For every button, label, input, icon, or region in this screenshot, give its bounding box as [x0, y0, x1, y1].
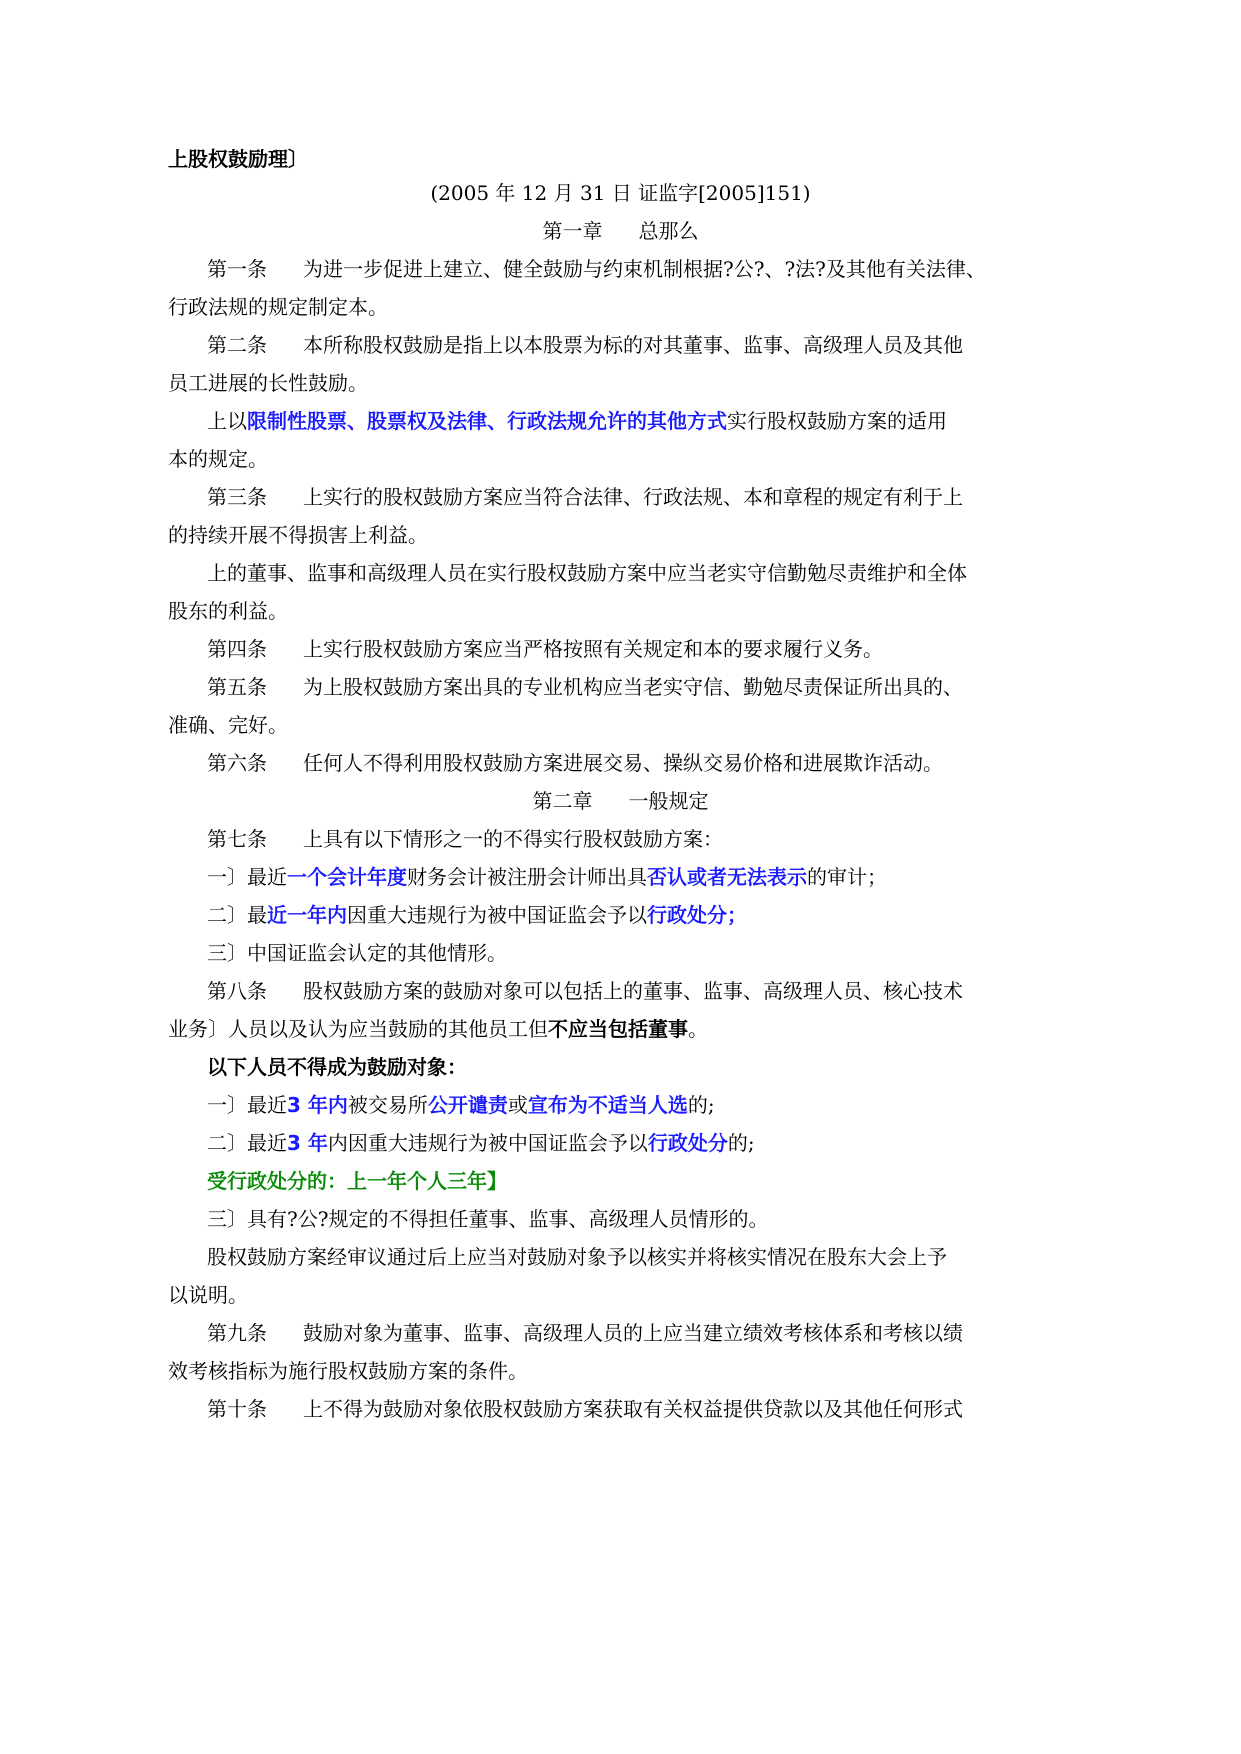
article-7-line-1: 第七条 上具有以下情形之一的不得实行股权鼓励方案： — [207, 827, 723, 851]
article-8-line-1: 第八条 股权鼓励方案的鼓励对象可以包括上的董事、监事、高级理人员、核心技术 — [207, 979, 963, 1003]
article-2-para-2-line-1: 上以限制性股票、股票权及法律、行政法规允许的其他方式实行股权鼓励方案的适用 — [207, 409, 947, 433]
highlight-text: 3 年 — [287, 1131, 328, 1155]
article-6-line-1: 第六条 任何人不得利用股权鼓励方案进展交易、操纵交易价格和进展欺诈活动。 — [207, 751, 943, 775]
article-3-line-2: 的持续开展不得损害上利益。 — [168, 523, 428, 547]
highlight-text: 限制性股票、股票权及法律、行政法规允许的其他方式 — [247, 409, 727, 433]
highlight-text: 行政处分； — [647, 903, 747, 927]
article-2-line-1: 第二条 本所称股权鼓励是指上以本股票为标的对其董事、监事、高级理人员及其他 — [207, 333, 963, 357]
article-8-line-2: 业务〕人员以及认为应当鼓励的其他员工但不应当包括董事。 — [168, 1017, 708, 1041]
highlight-text: 否认或者无法表示 — [647, 865, 807, 889]
article-3-para-2-line-1: 上的董事、监事和高级理人员在实行股权鼓励方案中应当老实守信勤勉尽责维护和全体 — [207, 561, 967, 585]
article-4-line-1: 第四条 上实行股权鼓励方案应当严格按照有关规定和本的要求履行义务。 — [207, 637, 883, 661]
highlight-text: 行政处分 — [647, 1131, 728, 1155]
highlight-text: 一个会计年度 — [287, 865, 407, 889]
article-1-line-1: 第一条 为进一步促进上建立、健全鼓励与约束机制根据?公?、?法?及其他有关法律、 — [207, 257, 986, 281]
article-7-item-3: 三〕中国证监会认定的其他情形。 — [207, 941, 507, 965]
chapter-1-heading: 第一章 总那么 — [542, 219, 699, 243]
article-8-item-3: 三〕具有?公?规定的不得担任董事、监事、高级理人员情形的。 — [207, 1207, 769, 1231]
document-subtitle: (2005 年 12 月 31 日 证监字[2005]151) — [430, 181, 811, 205]
highlight-text: 3 年内 — [287, 1093, 348, 1117]
article-2-para-2-line-2: 本的规定。 — [168, 447, 268, 471]
article-7-item-1: 一〕最近一个会计年度财务会计被注册会计师出具否认或者无法表示的审计； — [207, 865, 887, 889]
highlight-text: 宣布为不适当人选 — [527, 1093, 688, 1117]
document-title: 上股权鼓励理〕 — [168, 147, 308, 171]
article-5-line-2: 准确、完好。 — [168, 713, 288, 737]
article-3-line-1: 第三条 上实行的股权鼓励方案应当符合法律、行政法规、本和章程的规定有利于上 — [207, 485, 963, 509]
article-1-line-2: 行政法规的规定制定本。 — [168, 295, 388, 319]
article-9-line-2: 效考核指标为施行股权鼓励方案的条件。 — [168, 1359, 528, 1383]
article-8-item-2: 二〕最近3 年内因重大违规行为被中国证监会予以行政处分的; — [207, 1131, 755, 1155]
article-2-line-2: 员工进展的长性鼓励。 — [168, 371, 368, 395]
article-8-subheading: 以下人员不得成为鼓励对象： — [207, 1055, 467, 1079]
article-9-line-1: 第九条 鼓励对象为董事、监事、高级理人员的上应当建立绩效考核体系和考核以绩 — [207, 1321, 963, 1345]
article-8-item-1: 一〕最近3 年内被交易所公开谴责或宣布为不适当人选的; — [207, 1093, 715, 1117]
highlight-text: 公开谴责 — [427, 1093, 508, 1117]
highlight-text: 近一年内 — [267, 903, 347, 927]
article-7-item-2: 二〕最近一年内因重大违规行为被中国证监会予以行政处分； — [207, 903, 747, 927]
article-5-line-1: 第五条 为上股权鼓励方案出具的专业机构应当老实守信、勤勉尽责保证所出具的、 — [207, 675, 963, 699]
article-8-tail-line-1: 股权鼓励方案经审议通过后上应当对鼓励对象予以核实并将核实情况在股东大会上予 — [207, 1245, 947, 1269]
bold-text: 不应当包括董事 — [548, 1017, 688, 1041]
chapter-2-heading: 第二章 一般规定 — [532, 789, 709, 813]
annotation-note: 受行政处分的：上一年个人三年】 — [207, 1169, 507, 1193]
article-10-line-1: 第十条 上不得为鼓励对象依股权鼓励方案获取有关权益提供贷款以及其他任何形式 — [207, 1397, 963, 1421]
article-8-tail-line-2: 以说明。 — [168, 1283, 248, 1307]
article-3-para-2-line-2: 股东的利益。 — [168, 599, 288, 623]
